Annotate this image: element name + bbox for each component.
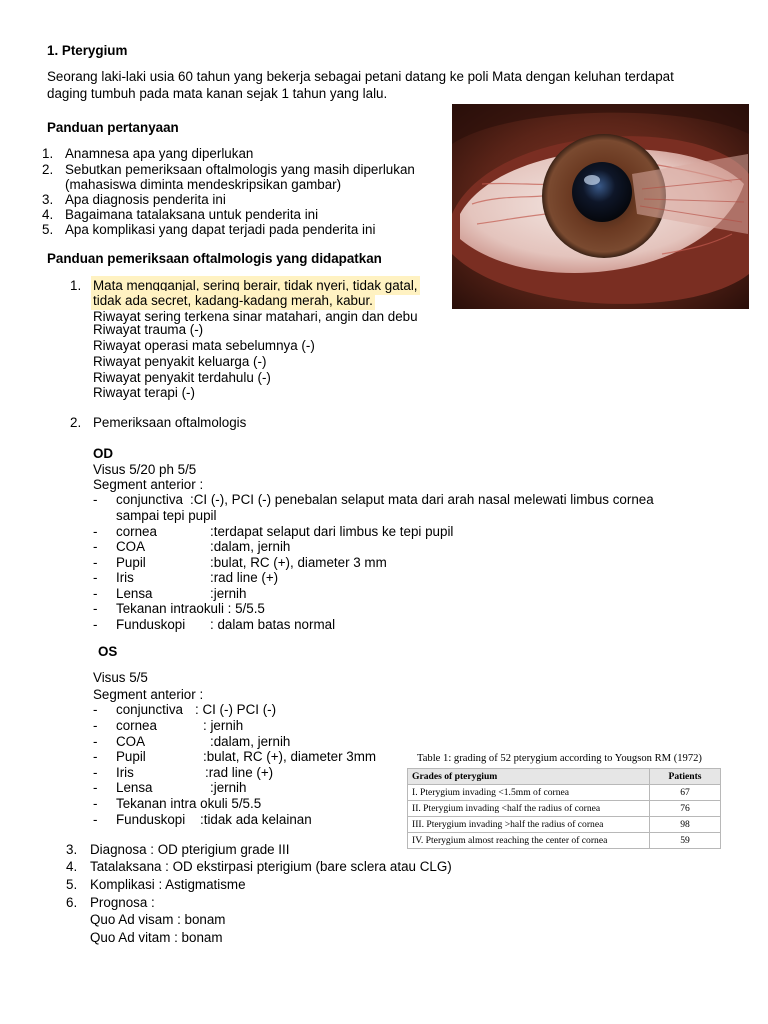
os-finding-value: :rad line (+): [205, 765, 274, 780]
exam-item-1-number: 1.: [70, 278, 82, 293]
intro-line-1: Seorang laki-laki usia 60 tahun yang bekerja sebagai petani datang ke poli Mata dengan keluhan terdapat: [47, 69, 674, 84]
od-finding-value: sampai tepi pupil: [116, 508, 217, 523]
od-finding-value: :CI (-), PCI (-) penebalan selaput mata dari arah nasal melewati limbus cornea: [190, 492, 654, 507]
os-visus: Visus 5/5: [93, 670, 148, 685]
os-finding-value: : jernih: [203, 718, 244, 733]
conclusion-text: Diagnosa : OD pterigium grade III: [90, 842, 290, 857]
bullet-dash: -: [93, 702, 98, 717]
bullet-dash: -: [93, 812, 98, 827]
prognosis-visam: Quo Ad visam : bonam: [90, 912, 226, 927]
os-finding-name: Iris: [116, 765, 134, 780]
os-finding-value: : CI (-) PCI (-): [195, 702, 277, 717]
patients-cell: 98: [650, 817, 721, 833]
os-finding-name: conjunctiva: [116, 702, 183, 717]
od-finding-name: Lensa: [116, 586, 153, 601]
table-caption: Table 1: grading of 52 pterygium according to Yougson RM (1972): [417, 753, 702, 764]
question-number: 4.: [42, 207, 54, 222]
conclusion-text: Komplikasi : Astigmatisme: [90, 877, 246, 892]
history-line: Riwayat operasi mata sebelumnya (-): [93, 338, 315, 353]
os-finding-value: :jernih: [210, 780, 247, 795]
table-row: [408, 801, 721, 817]
history-line: Riwayat penyakit terdahulu (-): [93, 370, 271, 385]
eye-photo: [452, 104, 749, 309]
od-finding-value: :dalam, jernih: [210, 539, 291, 554]
question-number: 1.: [42, 146, 54, 161]
table-row: [408, 817, 721, 833]
bullet-dash: -: [93, 780, 98, 795]
patients-cell: 67: [650, 785, 721, 801]
grade-cell: III. Pterygium invading >half the radius of cornea: [408, 817, 650, 833]
os-finding-value: :tidak ada kelainan: [200, 812, 312, 827]
os-finding-name: Lensa: [116, 780, 153, 795]
header-grades: Grades of pterygium: [408, 769, 650, 785]
od-finding-value: :terdapat selaput dari limbus ke tepi pupil: [210, 524, 454, 539]
conclusion-number: 6.: [66, 895, 78, 910]
od-finding-value: :rad line (+): [210, 570, 279, 585]
os-finding-name: Tekanan intra okuli 5/5.5: [116, 796, 262, 811]
history-line: Riwayat trauma (-): [93, 322, 204, 337]
bullet-dash: -: [93, 524, 98, 539]
od-finding-name: Tekanan intraokuli : 5/5.5: [116, 601, 265, 616]
od-visus: Visus 5/20 ph 5/5: [93, 462, 197, 477]
od-finding-name: COA: [116, 539, 146, 554]
od-segment-anterior: Segment anterior :: [93, 477, 204, 492]
intro-line-2: daging tumbuh pada mata kanan sejak 1 tahun yang lalu.: [47, 86, 388, 101]
grade-cell: II. Pterygium invading <half the radius of cornea: [408, 801, 650, 817]
conclusion-number: 4.: [66, 859, 78, 874]
os-label: OS: [98, 644, 118, 659]
table-row: [408, 833, 721, 849]
grade-cell: I. Pterygium invading <1.5mm of cornea: [408, 785, 650, 801]
od-finding-value: : dalam batas normal: [210, 617, 336, 632]
header-patients: Patients: [650, 769, 721, 785]
grade-cell: IV. Pterygium almost reaching the center of cornea: [408, 833, 650, 849]
bullet-dash: -: [93, 539, 98, 554]
question-number: 5.: [42, 222, 54, 237]
os-finding-value: :bulat, RC (+), diameter 3mm: [203, 749, 377, 764]
prognosis-vitam: Quo Ad vitam : bonam: [90, 930, 223, 945]
od-finding-value: :bulat, RC (+), diameter 3 mm: [210, 555, 387, 570]
table-body: [408, 785, 721, 849]
page-title: 1. Pterygium: [47, 43, 128, 58]
os-finding-value: :dalam, jernih: [210, 734, 291, 749]
os-finding-name: Pupil: [116, 749, 146, 764]
question-number: 2.: [42, 162, 54, 177]
pterygium-eye-image: [452, 104, 749, 309]
os-finding-name: COA: [116, 734, 146, 749]
patients-cell: 59: [650, 833, 721, 849]
conclusion-text: Prognosa :: [90, 895, 155, 910]
bullet-dash: -: [93, 734, 98, 749]
bullet-dash: -: [93, 601, 98, 616]
question-text: (mahasiswa diminta mendeskripsikan gambar): [65, 177, 342, 192]
conclusion-number: 3.: [66, 842, 78, 857]
od-finding-name: conjunctiva: [116, 492, 183, 507]
complaint-line-1: Mata mengganjal, sering berair, tidak nyeri, tidak gatal,: [93, 278, 418, 293]
od-finding-name: Funduskopi: [116, 617, 186, 632]
bullet-dash: -: [93, 617, 98, 632]
exam-heading: Panduan pemeriksaan oftalmologis yang didapatkan: [47, 251, 382, 266]
os-finding-name: cornea: [116, 718, 157, 733]
exam-item-2-text: Pemeriksaan oftalmologis: [93, 415, 247, 430]
od-finding-value: :jernih: [210, 586, 247, 601]
bullet-dash: -: [93, 586, 98, 601]
history-line: Riwayat penyakit keluarga (-): [93, 354, 267, 369]
conclusion-number: 5.: [66, 877, 78, 892]
table-header-row: [408, 769, 721, 785]
bullet-dash: -: [93, 749, 98, 764]
question-text: Bagaimana tatalaksana untuk penderita ini: [65, 207, 319, 222]
history-line: Riwayat terapi (-): [93, 385, 195, 400]
od-label: OD: [93, 446, 114, 461]
grading-table: [407, 768, 721, 849]
bullet-dash: -: [93, 492, 98, 507]
patients-cell: 76: [650, 801, 721, 817]
bullet-dash: -: [93, 570, 98, 585]
exam-item-2-number: 2.: [70, 415, 82, 430]
od-finding-name: cornea: [116, 524, 157, 539]
bullet-dash: -: [93, 555, 98, 570]
table-row: [408, 785, 721, 801]
questions-heading: Panduan pertanyaan: [47, 120, 179, 135]
bullet-dash: -: [93, 796, 98, 811]
question-text: Anamnesa apa yang diperlukan: [65, 146, 254, 161]
grading-table-block: [407, 752, 721, 849]
od-finding-name: Pupil: [116, 555, 146, 570]
os-finding-name: Funduskopi: [116, 812, 186, 827]
conclusion-text: Tatalaksana : OD ekstirpasi pterigium (bare sclera atau CLG): [90, 859, 452, 874]
os-segment-anterior: Segment anterior :: [93, 687, 204, 702]
question-text: Apa komplikasi yang dapat terjadi pada penderita ini: [65, 222, 376, 237]
question-text: Sebutkan pemeriksaan oftalmologis yang masih diperlukan: [65, 162, 415, 177]
question-number: 3.: [42, 192, 54, 207]
bullet-dash: -: [93, 765, 98, 780]
bullet-dash: -: [93, 718, 98, 733]
question-text: Apa diagnosis penderita ini: [65, 192, 226, 207]
od-finding-name: Iris: [116, 570, 134, 585]
history-line: Riwayat sering terkena sinar matahari, angin dan debu: [93, 309, 418, 324]
complaint-line-2: tidak ada secret, kadang-kadang merah, kabur.: [93, 293, 373, 308]
